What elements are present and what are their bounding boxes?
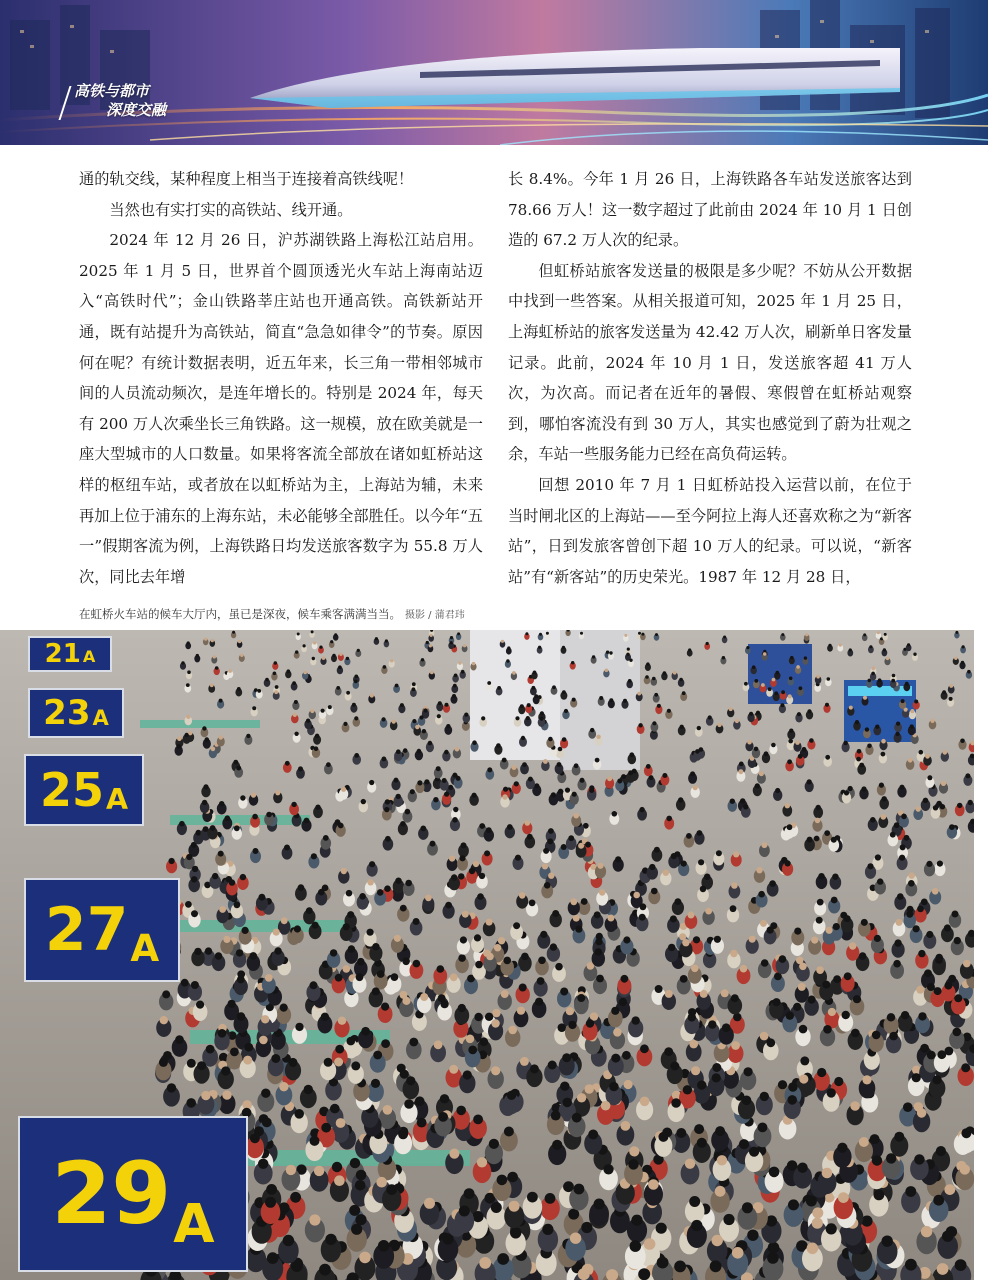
gate-number: 21 bbox=[44, 639, 81, 669]
section-tag-line1: 高铁与都市 bbox=[74, 82, 150, 100]
paragraph: 2024 年 12 月 26 日，沪苏湖铁路上海松江站启用。2025 年 1 月 5 日，世界首个圆顶透光火车站上海南站迈入“高铁时代”；金山铁路莘庄站也开通高铁。高铁新站开通，既有站提升为高铁站，简直“急急如律令”的节奏。原因何在呢？有统计数据表明，近五年来，长三角一带相邻城市间的人员流动频次，是连年增长的。特别是 2024 年，每天有 200 万人次乘坐长三角铁路。这一规模，放在欧美就是一座大型城市的人口数量。如果将客流全部放在诸如虹桥站这样的枢纽车站，或者放在以虹桥站为主，上海站为辅，未来再加上位于浦东的上海东站，未必能够全部胜任。以今年“五一”假期客流为例，上海铁路日均发送旅客数字为 55.8 万人次，同比去年增 bbox=[79, 231, 483, 586]
gate-number: 23 bbox=[43, 693, 91, 733]
gate-suffix: A bbox=[82, 646, 96, 666]
article-left-column bbox=[79, 164, 483, 592]
gate-number: 29 bbox=[51, 1144, 172, 1244]
gate-sign-23a bbox=[28, 688, 124, 738]
paragraph: 长 8.4%。今年 1 月 26 日，上海铁路各车站发送旅客达到 78.66 万人！这一数字超过了此前由 2024 年 10 月 1 日创造的 67.2 万人次的纪录。 bbox=[508, 170, 912, 250]
article-right-column bbox=[508, 164, 912, 592]
high-speed-train-illustration bbox=[0, 0, 988, 145]
gate-sign-21a bbox=[28, 636, 112, 672]
gate-suffix: A bbox=[130, 925, 160, 970]
gate-sign-27a bbox=[24, 878, 180, 982]
paragraph: 但虹桥站旅客发送量的极限是多少呢？不妨从公开数据中找到一些答案。从相关报道可知，2025 年 1 月 25 日，上海虹桥站的旅客发送量为 42.42 万人次，刷新单日客发量记录。此前，2024 年 10 月 1 日，发送旅客超 41 万人次，为次高。而记者在近年的暑假、寒假曾在虹桥站观察到，哪怕客流没有到 30 万人，其实也感觉到了蔚为壮观之余，车站一些服务能力已经在高负荷运转。 bbox=[508, 261, 912, 464]
gate-sign-29a bbox=[18, 1116, 248, 1272]
photo-credit: 摄影 / 蒲君玮 bbox=[405, 610, 465, 621]
gate-suffix: A bbox=[105, 783, 129, 817]
gate-suffix: A bbox=[92, 705, 109, 731]
section-tag-line2: 深度交融 bbox=[106, 100, 167, 119]
photo-caption bbox=[79, 606, 465, 622]
station-crowd-photo bbox=[0, 630, 974, 1280]
paragraph: 回想 2010 年 7 月 1 日虹桥站投入运营以前，在位于当时闸北区的上海站——至今阿拉上海人还喜欢称之为“新客站”，日到发旅客曾创下超 10 万人的纪录。可以说，“新客站”有“新客站”的历史荣光。1987 年 12 月 28 日， bbox=[508, 475, 912, 586]
paragraph: 当然也有实打实的高铁站、线开通。 bbox=[109, 200, 353, 219]
gate-suffix: A bbox=[173, 1193, 215, 1256]
gate-number: 25 bbox=[39, 763, 104, 817]
gate-number: 27 bbox=[44, 895, 129, 965]
paragraph: 通的轨交线，某种程度上相当于连接着高铁线呢！ bbox=[79, 170, 414, 188]
caption-text: 在虹桥火车站的候车大厅内，虽已是深夜，候车乘客满满当当。 bbox=[79, 607, 401, 621]
gate-sign-25a bbox=[24, 754, 144, 826]
header-banner bbox=[0, 0, 988, 145]
section-tag bbox=[74, 82, 166, 120]
